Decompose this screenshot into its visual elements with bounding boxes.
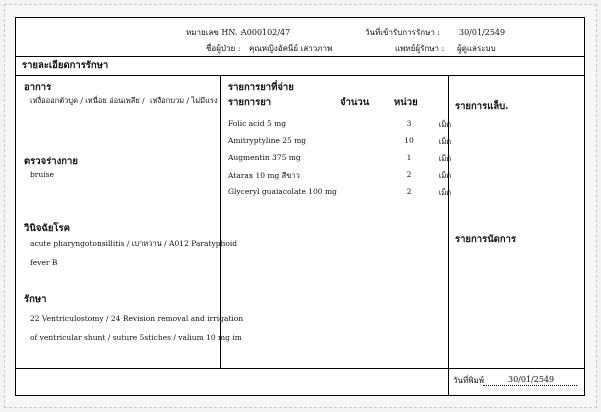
treatment-line-1: 22 Ventriculostomy / 24 Revision removal and irrigation: [30, 314, 244, 323]
drug-unit: เม็ด: [438, 154, 452, 163]
patient-name: คุณหญิงอัคนีย์ เสาวภาพ: [249, 44, 333, 53]
admission-date-value: 30/01/2549: [459, 28, 506, 37]
diagnosis-title: วินิจฉัยโรค: [24, 223, 70, 234]
drug-unit: เม็ด: [438, 188, 452, 197]
symptoms-text: เหงือกบวม / ไม่มีแรง: [150, 96, 218, 105]
table-row: [228, 136, 465, 153]
print-date-value: 30/01/2549: [508, 375, 555, 384]
drug-name: Atarax 10 mg สีขาว: [228, 171, 300, 180]
section-divider: [16, 75, 584, 76]
table-row: [228, 170, 465, 187]
lab-list-title: รายการแล็บ.: [455, 101, 509, 112]
dispensed-drugs-title: รายการยาที่จ่าย: [228, 82, 294, 93]
drug-name: Amitryptyline 25 mg: [228, 136, 307, 145]
header-divider: [16, 56, 584, 57]
table-row: [228, 187, 465, 204]
drug-qty: 1: [406, 153, 412, 162]
drug-qty: 2: [406, 187, 412, 196]
diagnosis-line-1: acute pharyngotonsillitis / เบาหวาน / A012 Paratyphoid: [30, 239, 238, 248]
drug-name: Glyceryl guaiacolate 100 mg: [228, 187, 337, 196]
drug-name: Augmentin 375 mg: [228, 153, 301, 162]
drug-unit: เม็ด: [438, 171, 452, 180]
hn-value: A000102/47: [241, 28, 291, 37]
drug-qty: 3: [406, 119, 412, 128]
drug-unit: เม็ด: [438, 137, 452, 146]
hn-label: หมายเลข HN. :: [186, 28, 243, 37]
appointment-list-title: รายการนัดการ: [455, 234, 517, 245]
print-date-label: วันที่พิมพ์: [453, 376, 485, 385]
table-row: [228, 153, 465, 170]
drug-unit: เม็ด: [438, 120, 452, 129]
diagnosis-line-2: fever B: [30, 258, 58, 267]
footer-divider: [16, 368, 584, 369]
admission-date-label: วันที่เข้ารับการรักษา :: [365, 28, 441, 37]
column-divider-left: [220, 75, 221, 368]
table-row: [228, 119, 465, 136]
symptoms-title: อาการ: [24, 82, 52, 93]
medication-table: [228, 119, 465, 204]
physical-exam-title: ตรวจร่างกาย: [24, 156, 78, 167]
drug-column-header: รายการยา: [228, 97, 272, 108]
treatment-record-sheet: [15, 17, 585, 396]
symptoms-text-prefix: เหงื่อออกตัวบูด / เหนื่อย อ่อนเพลีย /: [30, 96, 145, 105]
print-date-dotted-line: [483, 385, 577, 386]
patient-label: ชื่อผู้ป่วย :: [206, 44, 241, 53]
drug-qty: 10: [404, 136, 414, 145]
physical-exam-text: bruise: [30, 170, 54, 179]
treatment-line-2: of ventricular shunt / suture 5stiches / valium 10 mg im: [30, 333, 242, 342]
doctor-name: ผู้ดูแลระบบ: [457, 44, 496, 53]
qty-column-header: จำนวน: [340, 97, 370, 108]
unit-column-header: หน่วย: [394, 97, 418, 108]
section-title: รายละเอียดการรักษา: [22, 60, 109, 71]
doctor-label: แพทย์ผู้รักษา :: [395, 44, 445, 53]
treatment-title: รักษา: [24, 294, 47, 305]
drug-name: Folic acid 5 mg: [228, 119, 287, 128]
drug-qty: 2: [406, 170, 412, 179]
